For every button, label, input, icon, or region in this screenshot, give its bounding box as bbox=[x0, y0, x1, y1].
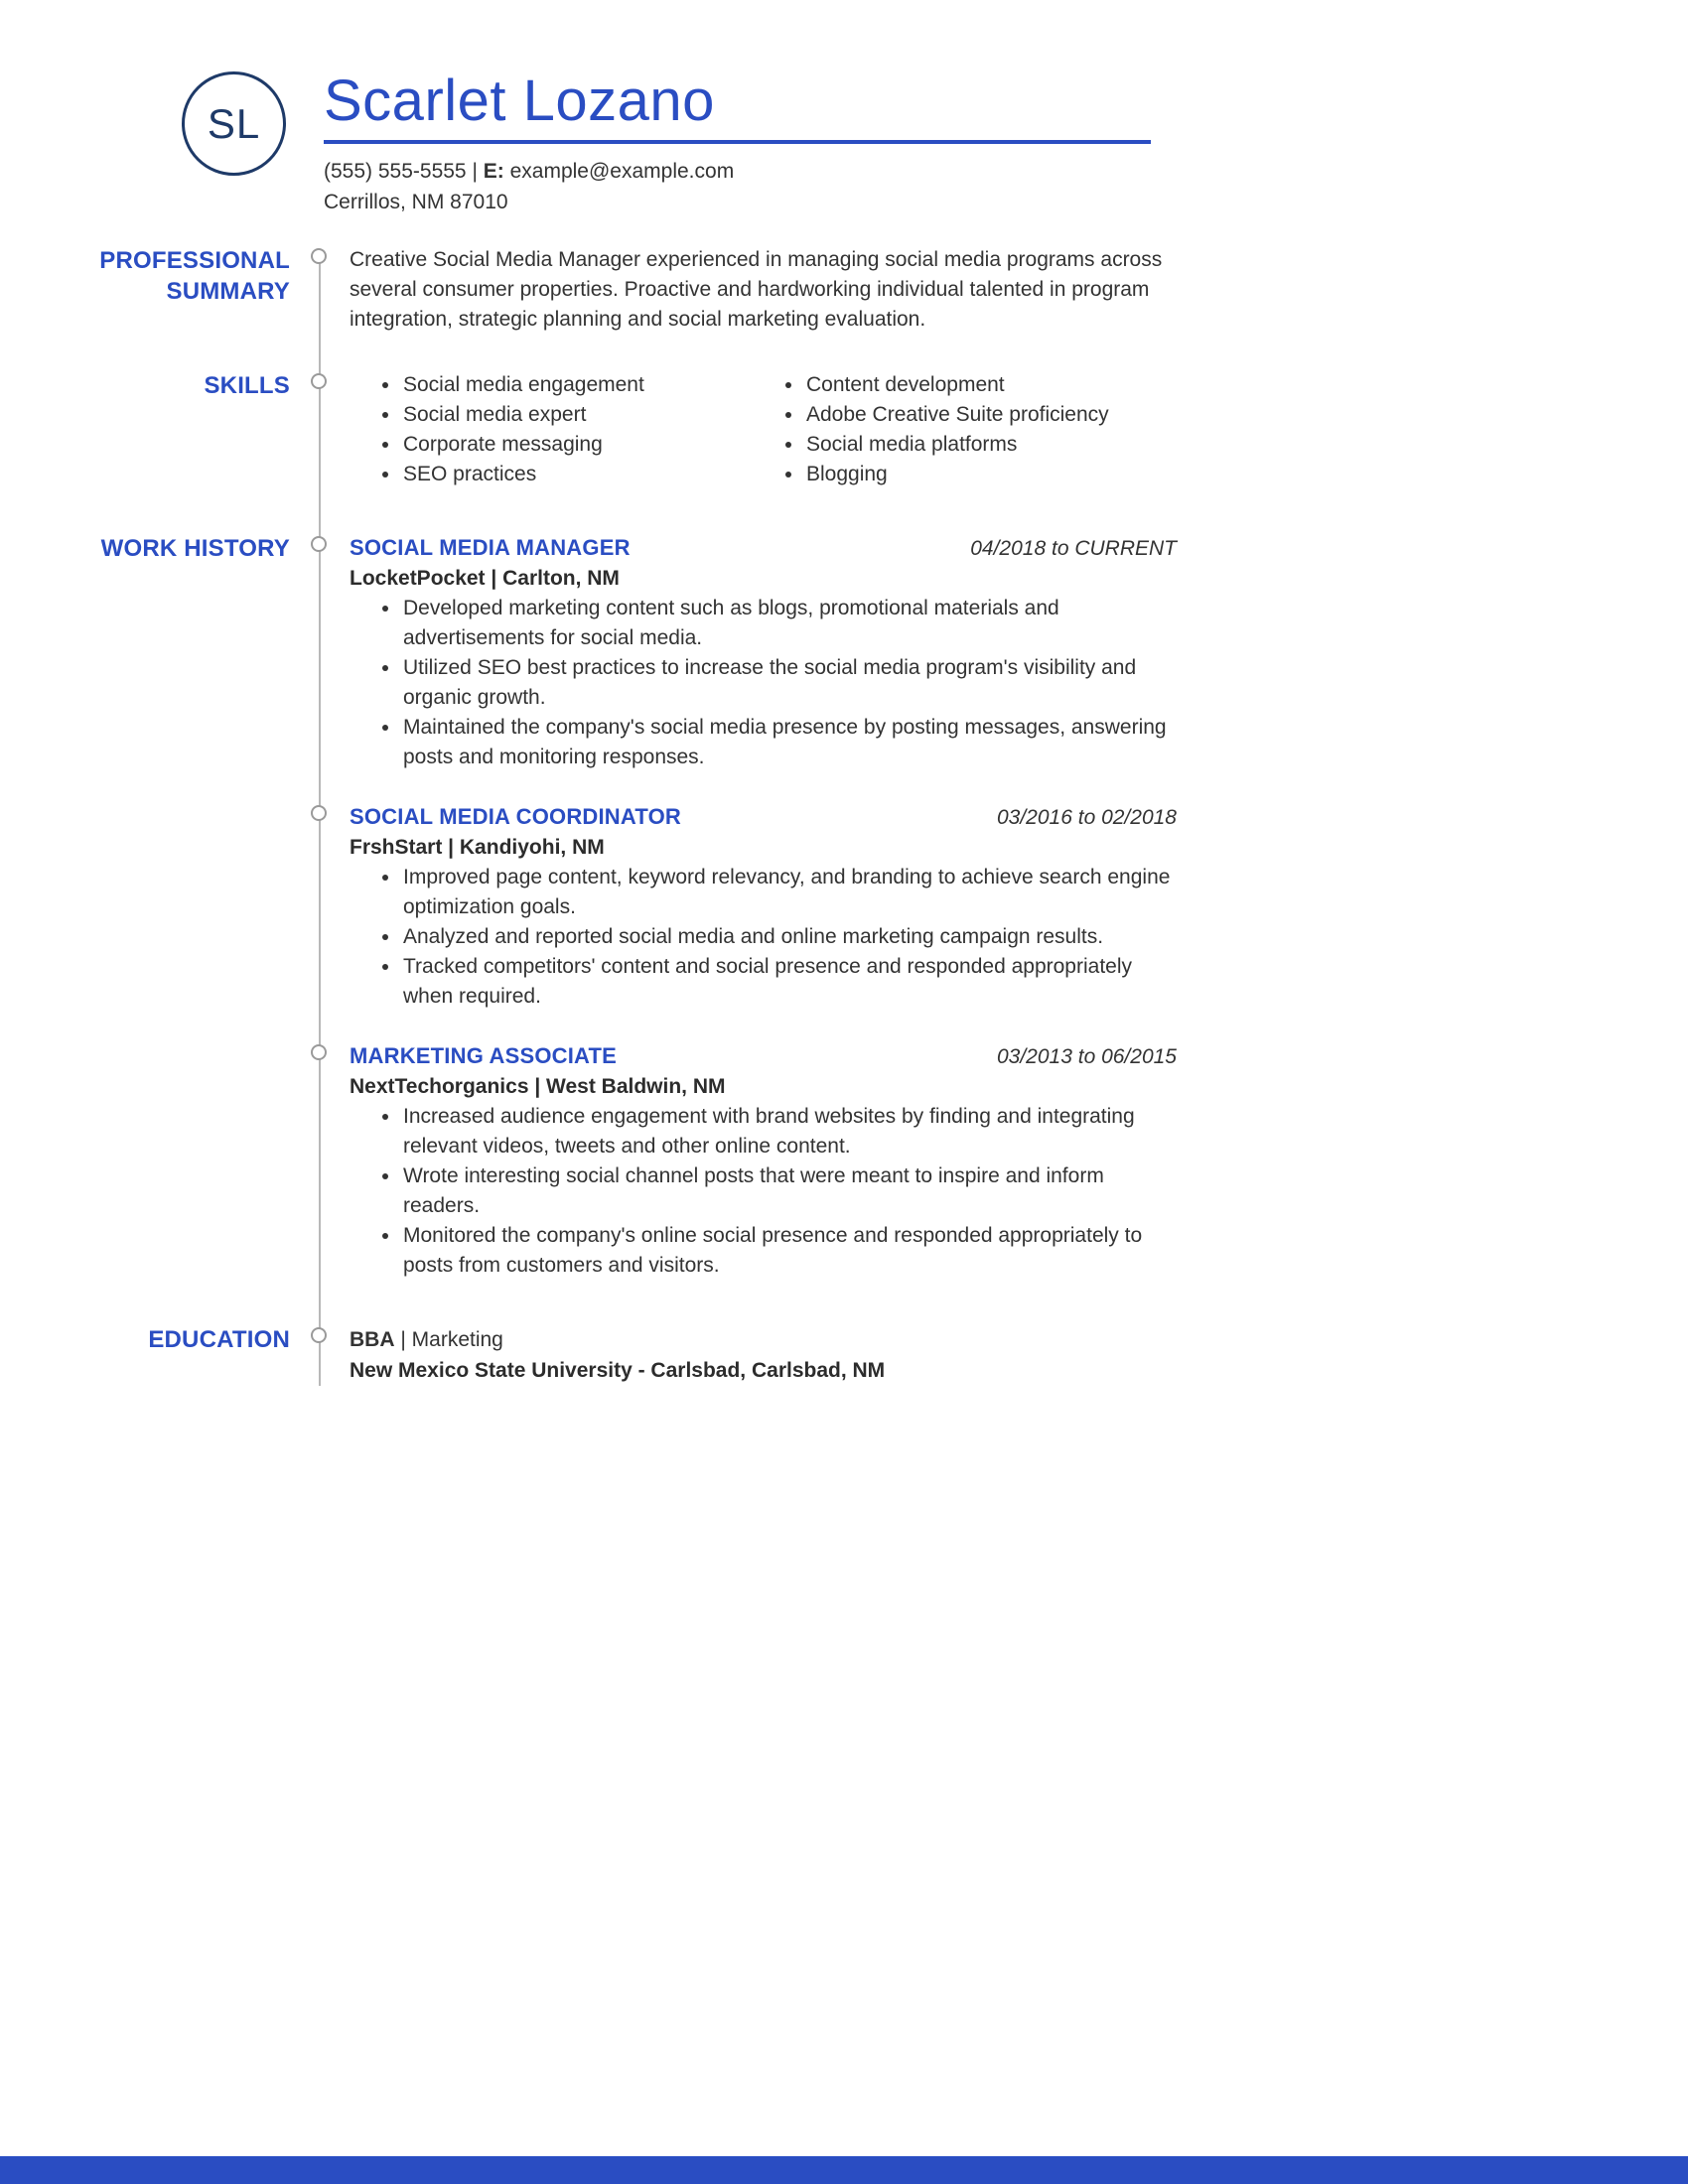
timeline-node bbox=[311, 1327, 327, 1343]
timeline-node bbox=[311, 1044, 327, 1060]
section-education bbox=[70, 1324, 1177, 1386]
education-school: New Mexico State University - Carlsbad, Carlsbad, NM bbox=[350, 1358, 886, 1382]
job-bullet: • Wrote interesting social channel posts that were meant to inspire and inform readers. bbox=[401, 1161, 1177, 1221]
section-professional-summary bbox=[70, 245, 1177, 335]
address-line: Cerrillos, NM 87010 bbox=[324, 190, 508, 213]
job-bullet: • Analyzed and reported social media and online marketing campaign results. bbox=[401, 922, 1177, 952]
timeline-line bbox=[319, 487, 321, 772]
skill-item: • Content development bbox=[804, 370, 1177, 400]
job-header bbox=[350, 802, 1177, 833]
skill-item: • SEO practices bbox=[401, 460, 753, 489]
job-title: MARKETING ASSOCIATE bbox=[350, 1042, 618, 1068]
job-dates: 03/2013 to 06/2015 bbox=[996, 1044, 1177, 1068]
section-label-skills: SKILLS bbox=[204, 371, 290, 399]
timeline-gutter bbox=[290, 1041, 350, 1281]
phone-number: (555) 555-5555 bbox=[324, 159, 467, 183]
skill-item: • Corporate messaging bbox=[401, 430, 753, 460]
timeline-node bbox=[311, 248, 327, 264]
timeline-gutter bbox=[290, 533, 350, 772]
resume-header bbox=[0, 0, 1688, 217]
timeline-gutter bbox=[290, 370, 350, 489]
resume-body bbox=[0, 217, 1688, 1386]
timeline-gutter bbox=[290, 245, 350, 335]
section-work-history-job-2 bbox=[70, 802, 1177, 1012]
skills-column-1 bbox=[350, 370, 753, 489]
education-major: Marketing bbox=[411, 1327, 503, 1351]
job-company: FrshStart | Kandiyohi, NM bbox=[350, 835, 605, 859]
timeline-line bbox=[319, 996, 321, 1281]
education-degree-line bbox=[350, 1324, 1177, 1355]
job-entry bbox=[350, 802, 1177, 1012]
job-bullet: • Tracked competitors' content and social presence and responded appropriately when required. bbox=[401, 952, 1177, 1012]
timeline-gutter bbox=[290, 802, 350, 1012]
job-bullet: • Increased audience engagement with brand websites by finding and integrating relevant videos, tweets and other online content. bbox=[401, 1102, 1177, 1161]
job-entry bbox=[350, 533, 1177, 772]
header-divider bbox=[324, 140, 1151, 144]
degree-separator: | bbox=[400, 1327, 406, 1351]
skill-item: • Social media platforms bbox=[804, 430, 1177, 460]
job-bullet-list bbox=[350, 594, 1177, 772]
skill-item: • Blogging bbox=[804, 460, 1177, 489]
summary-text: Creative Social Media Manager experienced in managing social media programs across several consumer properties. Proactive and hardworking individual talented in program integration, strategic planning and social marketing evaluation. bbox=[350, 247, 1163, 331]
job-bullet: • Utilized SEO best practices to increase the social media program's visibility and organic growth. bbox=[401, 653, 1177, 713]
section-work-history-job-3 bbox=[70, 1041, 1177, 1281]
job-header bbox=[350, 533, 1177, 564]
section-work-history-job-1 bbox=[70, 533, 1177, 772]
skill-item: • Social media engagement bbox=[401, 370, 753, 400]
skills-grid bbox=[350, 370, 1177, 489]
monogram-initials: SL bbox=[207, 99, 261, 147]
section-label-work-history: WORK HISTORY bbox=[100, 534, 290, 562]
timeline-gutter bbox=[290, 1324, 350, 1386]
job-title: SOCIAL MEDIA COORDINATOR bbox=[350, 803, 681, 829]
timeline-line bbox=[319, 325, 321, 489]
education-content bbox=[350, 1324, 1177, 1386]
job-company: NextTechorganics | West Baldwin, NM bbox=[350, 1074, 726, 1098]
job-bullet: • Developed marketing content such as blogs, promotional materials and advertisements for social media. bbox=[401, 594, 1177, 653]
footer-accent-bar bbox=[0, 2156, 1688, 2184]
skill-item: • Adobe Creative Suite proficiency bbox=[804, 400, 1177, 430]
email-address: example@example.com bbox=[509, 159, 735, 183]
email-label: E: bbox=[483, 159, 504, 183]
monogram-badge bbox=[182, 71, 286, 176]
header-main bbox=[324, 68, 1151, 217]
timeline-node bbox=[311, 373, 327, 389]
job-company: LocketPocket | Carlton, NM bbox=[350, 566, 620, 590]
timeline-line bbox=[319, 756, 321, 1012]
skills-content bbox=[350, 370, 1177, 489]
job-header bbox=[350, 1041, 1177, 1072]
job-bullet: • Monitored the company's online social presence and responded appropriately to posts from customers and visitors. bbox=[401, 1221, 1177, 1281]
contact-line bbox=[324, 156, 1151, 187]
job-entry bbox=[350, 1041, 1177, 1281]
summary-content bbox=[350, 245, 1177, 335]
skills-column-2 bbox=[753, 370, 1177, 489]
timeline-node bbox=[311, 536, 327, 552]
contact-separator: | bbox=[472, 159, 478, 183]
candidate-name: Scarlet Lozano bbox=[324, 68, 715, 133]
section-skills bbox=[70, 370, 1177, 489]
job-dates: 04/2018 to CURRENT bbox=[970, 536, 1177, 560]
skill-item: • Social media expert bbox=[401, 400, 753, 430]
timeline-line bbox=[319, 257, 321, 335]
job-title: SOCIAL MEDIA MANAGER bbox=[350, 534, 631, 560]
timeline-node bbox=[311, 805, 327, 821]
job-bullet-list bbox=[350, 863, 1177, 1012]
section-label-education: EDUCATION bbox=[148, 1325, 290, 1353]
job-bullet: • Maintained the company's social media presence by posting messages, answering posts and monitoring responses. bbox=[401, 713, 1177, 772]
job-bullet-list bbox=[350, 1102, 1177, 1281]
education-degree: BBA bbox=[350, 1327, 395, 1351]
job-dates: 03/2016 to 02/2018 bbox=[996, 805, 1177, 829]
job-bullet: • Improved page content, keyword relevancy, and branding to achieve search engine optimization goals. bbox=[401, 863, 1177, 922]
section-label-professional-summary: PROFESSIONAL SUMMARY bbox=[99, 246, 290, 305]
